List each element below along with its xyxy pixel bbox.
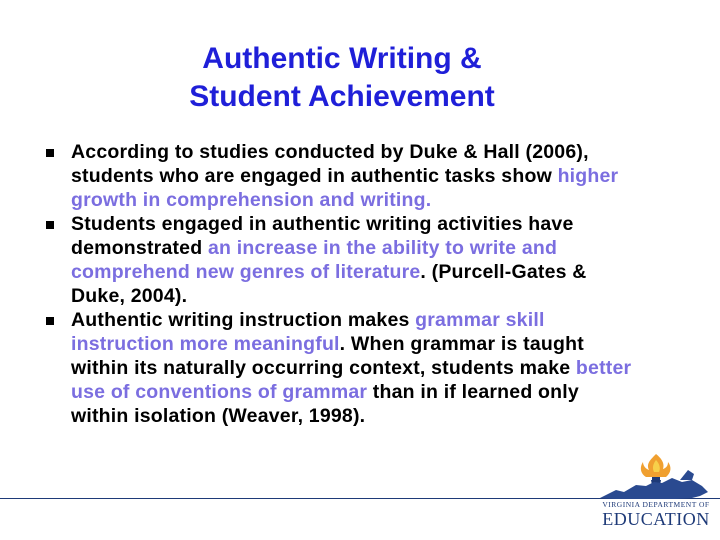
bullet-text: According to studies conducted by Duke & Hall (2006), students who are engaged in authentic tasks show — [71, 141, 589, 187]
bullet-text: . When grammar is taught within its naturally occurring context, students make — [71, 333, 584, 379]
logo-education-wordmark: EDUCATION — [602, 509, 710, 529]
bullet-text: Students engaged in authentic writing activities have demonstrated — [71, 213, 574, 259]
highlighted-text: higher growth in comprehension and writing. — [71, 165, 619, 211]
logo-org-line: VIRGINIA DEPARTMENT OF — [602, 500, 710, 509]
bullet-square-icon — [46, 221, 54, 229]
slide-title-line2: Student Achievement — [189, 80, 495, 113]
bullet-item — [40, 212, 640, 308]
bullet-square-icon — [46, 149, 54, 157]
highlighted-text: grammar skill instruction more meaningful — [71, 309, 545, 355]
slide-title — [0, 40, 684, 116]
slide-title-line1: Authentic Writing & — [202, 42, 482, 75]
bullet-square-icon — [46, 317, 54, 325]
bullet-text: than in if learned only within isolation (Weaver, 1998). — [71, 381, 579, 427]
highlighted-text: an increase in the ability to write and comprehend new genres of literature — [71, 237, 558, 283]
bullet-text: . (Purcell-Gates & Duke, 2004). — [71, 261, 587, 307]
bullet-list — [40, 140, 640, 428]
bullet-text: Authentic writing instruction makes — [71, 309, 416, 331]
bullet-item — [40, 140, 640, 212]
highlighted-text: better use of conventions of grammar — [71, 357, 632, 403]
bullet-item — [40, 308, 640, 428]
